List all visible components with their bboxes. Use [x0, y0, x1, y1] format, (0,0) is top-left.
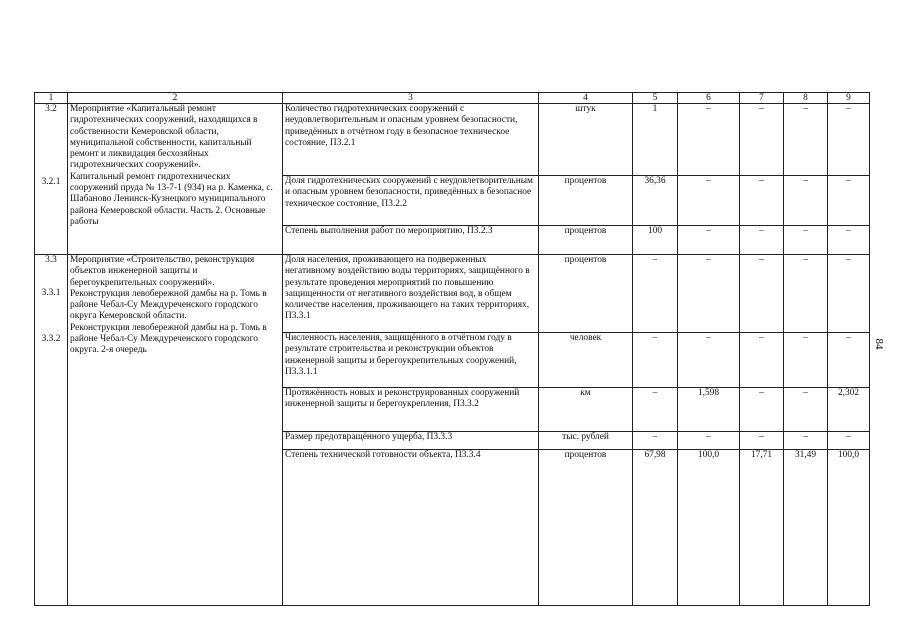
- row-number: 3.2: [45, 104, 57, 114]
- value-cell: –: [828, 255, 870, 333]
- column-header: 4: [539, 93, 633, 104]
- value-cell: –: [740, 255, 784, 333]
- unit-cell: процентов: [539, 255, 633, 333]
- measure-name: Мероприятие «Капитальный ремонт гидротехнических сооружений, находящихся в собственности Кемеровской области, муниципальной собственности, капитальный ремонт и ликвидация бесхозяйных гидротехнических сооружений».: [70, 104, 258, 171]
- unit-cell: км: [539, 388, 633, 432]
- row-number-cell: [35, 255, 68, 606]
- value-cell: –: [784, 333, 828, 388]
- indicator-cell: Численность населения, защищённого в отчётном году в результате строительства и реконструкции объектов инженерной защиты и берегоукрепительных сооружений, П3.3.1.1: [283, 333, 539, 388]
- value-cell: –: [740, 104, 784, 176]
- value-cell: –: [784, 388, 828, 432]
- value-cell: 17,71: [740, 450, 784, 606]
- indicator-cell: Степень выполнения работ по мероприятию, П3.2.3: [283, 226, 539, 255]
- value-cell: –: [828, 226, 870, 255]
- measure-name: Реконструкция левобережной дамбы на р. Томь в районе Чебал-Су Междуреченского городского округа. 2-я очередь: [70, 322, 267, 356]
- value-cell: –: [740, 432, 784, 450]
- value-cell: –: [678, 226, 740, 255]
- row-number-cell: [35, 104, 68, 255]
- column-header: 8: [784, 93, 828, 104]
- page-number: 84: [873, 338, 885, 350]
- unit-cell: тыс. рублей: [539, 432, 633, 450]
- row-number: 3.2.1: [41, 177, 61, 188]
- value-cell: –: [784, 255, 828, 333]
- measure-name-cell: [68, 255, 283, 606]
- value-cell: 1: [633, 104, 678, 176]
- value-cell: –: [678, 176, 740, 226]
- measure-name: Мероприятие «Строительство, реконструкция объектов инженерной защиты и берегоукрепительных сооружений».: [70, 255, 255, 288]
- table-row: [35, 255, 870, 333]
- value-cell: –: [784, 226, 828, 255]
- measure-name: Капитальный ремонт гидротехнических сооружений пруда № 13-7-1 (934) на р. Каменка, с. Шабаново Ленинск-Кузнецкого муниципального района Кемеровской области. Часть 2. Основные работы: [70, 171, 273, 227]
- value-cell: –: [784, 176, 828, 226]
- indicators-table: [34, 92, 870, 606]
- indicator-cell: Доля гидротехнических сооружений с неудовлетворительным и опасным уровнем безопасности, приведённых в безопасное техническое состояние, П3.2.2: [283, 176, 539, 226]
- value-cell: 100,0: [828, 450, 870, 606]
- indicator-cell: Протяжённость новых и реконструированных сооружений инженерной защиты и берегоукрепления, П3.3.2: [283, 388, 539, 432]
- value-cell: 100: [633, 226, 678, 255]
- unit-cell: штук: [539, 104, 633, 176]
- unit-cell: процентов: [539, 176, 633, 226]
- value-cell: –: [678, 432, 740, 450]
- value-cell: –: [633, 388, 678, 432]
- value-cell: –: [740, 388, 784, 432]
- value-cell: 36,36: [633, 176, 678, 226]
- column-header: 5: [633, 93, 678, 104]
- value-cell: –: [740, 176, 784, 226]
- column-header: 6: [678, 93, 740, 104]
- value-cell: –: [633, 432, 678, 450]
- value-cell: –: [828, 104, 870, 176]
- value-cell: –: [828, 432, 870, 450]
- unit-cell: процентов: [539, 450, 633, 606]
- indicator-cell: Размер предотвращённого ущерба, П3.3.3: [283, 432, 539, 450]
- value-cell: –: [828, 333, 870, 388]
- value-cell: 31,49: [784, 450, 828, 606]
- column-header: 1: [35, 93, 68, 104]
- value-cell: –: [633, 255, 678, 333]
- unit-cell: человек: [539, 333, 633, 388]
- value-cell: 1,598: [678, 388, 740, 432]
- value-cell: –: [828, 176, 870, 226]
- row-number: 3.3: [45, 255, 57, 265]
- unit-cell: процентов: [539, 226, 633, 255]
- column-header: 2: [68, 93, 283, 104]
- indicator-cell: Доля населения, проживающего на подверженных негативному воздействию воды территориях, защищённого в результате проведения мероприятий по повышению защищенности от негативного воздействия вод, в общем количестве населения, проживающего на таких территориях, П3.3.1: [283, 255, 539, 333]
- value-cell: –: [784, 104, 828, 176]
- column-header: 3: [283, 93, 539, 104]
- value-cell: 100,0: [678, 450, 740, 606]
- value-cell: –: [678, 333, 740, 388]
- table-row: [35, 104, 870, 176]
- value-cell: –: [740, 226, 784, 255]
- value-cell: –: [678, 104, 740, 176]
- indicator-cell: Степень технической готовности объекта, П3.3.4: [283, 450, 539, 606]
- measure-name-cell: [68, 104, 283, 255]
- column-header: 7: [740, 93, 784, 104]
- measure-name: Реконструкция левобережной дамбы на р. Томь в районе Чебал-Су Междуреченского городского округа Кемеровской области.: [70, 288, 267, 322]
- value-cell: –: [740, 333, 784, 388]
- value-cell: –: [633, 333, 678, 388]
- value-cell: 2,302: [828, 388, 870, 432]
- value-cell: 67,98: [633, 450, 678, 606]
- column-header-row: [35, 93, 870, 104]
- row-number: 3.3.1: [41, 288, 61, 299]
- indicator-cell: Количество гидротехнических сооружений с неудовлетворительным и опасным уровнем безопасности, приведённых в отчётном году в безопасное техническое состояние, П3.2.1: [283, 104, 539, 176]
- value-cell: –: [678, 255, 740, 333]
- row-number: 3.3.2: [41, 333, 61, 344]
- value-cell: –: [784, 432, 828, 450]
- column-header: 9: [828, 93, 870, 104]
